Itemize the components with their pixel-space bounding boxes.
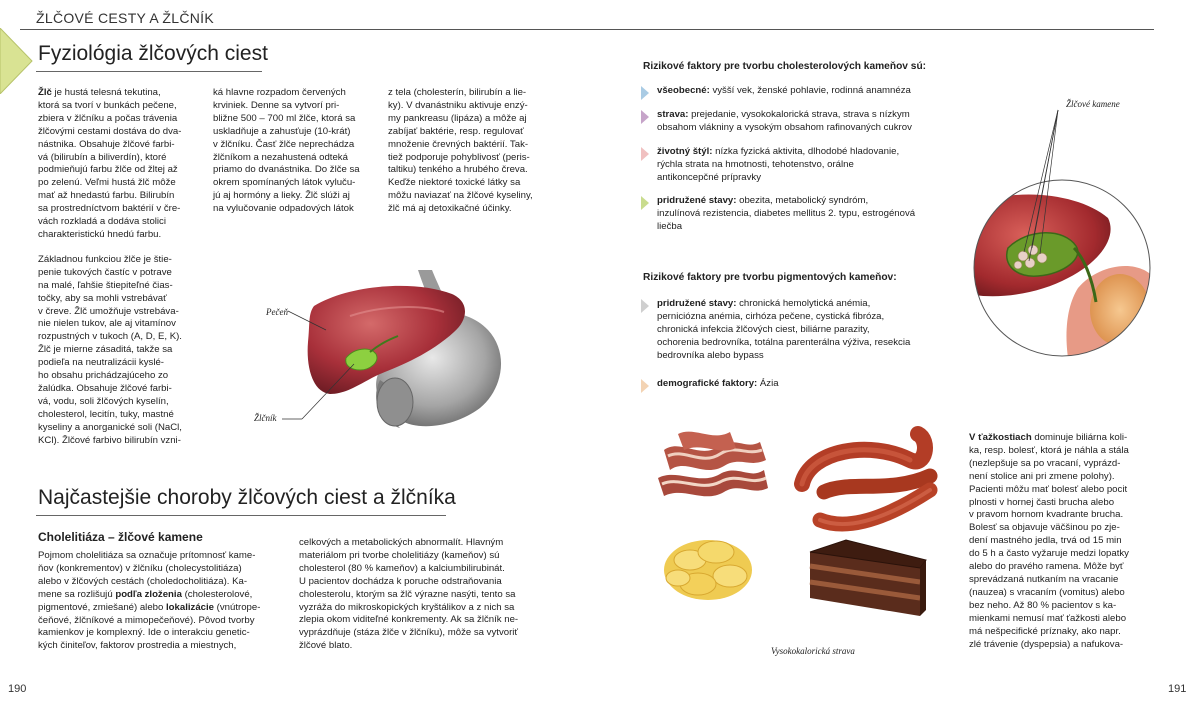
physiology-col1-line: nie nielen tukov, ale aj vitamínov xyxy=(38,318,176,330)
diseases-col1-line: kých činiteľov, faktorov prostredia a miestnych, xyxy=(38,640,237,652)
physiology-col1-line: sa prostredníctvom baktérií v čre- xyxy=(38,203,181,215)
physiology-col1-line: po zelenú. Veľmi hustá žlč môže xyxy=(38,177,176,189)
physiology-col1-line: penie tukových častíc v potrave xyxy=(38,266,172,278)
risk-chol-item xyxy=(641,109,971,135)
symptoms-line: Bolesť sa objavuje väčšinou po zje- xyxy=(969,522,1120,534)
physiology-col1-line: zbiera v žlčníku a počas trávenia xyxy=(38,112,178,124)
physiology-col1-line: vá, vodu, soli žlčových kyselín, xyxy=(38,395,169,407)
symptoms-line: dení mastného jedla, trvá od 15 min xyxy=(969,535,1122,547)
risk-chol-item-line: inzulínová rezistencia, diabetes mellitus 2. typu, estrogénová xyxy=(657,208,916,220)
physiology-col1-line: žlčovými cestami dostáva do dva- xyxy=(38,125,182,137)
bacon-icon xyxy=(658,432,768,497)
physiology-col1-line: Žlč je hustá telesná tekutina, xyxy=(38,87,161,98)
chapter-marker-icon xyxy=(0,28,34,94)
gallstones-illustration xyxy=(968,88,1160,360)
symptoms-line: V ťažkostiach dominuje biliárna koli- xyxy=(969,432,1128,443)
physiology-col3-line: Keďže niektoré toxické látky sa xyxy=(388,177,521,189)
diseases-col1-line: alebo v žlčových cestách (choledocholitiáza). Ka- xyxy=(38,575,248,587)
risk-pig-item xyxy=(641,298,971,363)
symptoms-line: Pacienti môžu mať bolesť alebo pocit xyxy=(969,483,1128,495)
symptoms-line: mienkami nemusí mať ťažkosti alebo xyxy=(969,612,1127,624)
triangle-bullet-icon xyxy=(641,147,649,161)
physiology-col2 xyxy=(213,87,383,216)
diseases-title-rule xyxy=(36,515,446,516)
risk-chol-item-line: pridružené stavy: obezita, metabolický syndróm, xyxy=(657,195,869,207)
symptoms-line: do 5 h a často vyžaruje medzi lopatky xyxy=(969,548,1129,560)
symptoms-line: plnosti v hornej časti brucha alebo xyxy=(969,496,1115,508)
symptoms-line: alebo do pravého ramena. Môže byť xyxy=(969,561,1124,573)
physiology-col1-line: Základnou funkciou žlče je štie- xyxy=(38,253,172,265)
physiology-col1-line: charakteristickú hnedú farbu. xyxy=(38,228,162,240)
physiology-col1-line: na malé, ľahšie štiepiteľné čias- xyxy=(38,279,173,291)
physiology-col3-line: z tela (cholesterín, bilirubín a lie- xyxy=(388,87,527,98)
physiology-col1-para1 xyxy=(38,87,208,242)
physiology-col1-line: ho obsahu prichádzajúceho zo xyxy=(38,370,169,382)
physiology-title-rule xyxy=(36,71,262,72)
diseases-col2-line: cholesterol (80 % kameňov) a kalciumbilirubinát. xyxy=(299,562,505,574)
diseases-col1 xyxy=(38,550,293,653)
header-rule xyxy=(20,29,1154,30)
diseases-col1-line: kamienkov je komplexný. Ide o interakciu genetic- xyxy=(38,627,250,639)
risk-pig-item-line: bedrovníka alebo bypass xyxy=(657,349,764,361)
diseases-col1-line: ňov (konkrementov) v žlčníku (cholecystolitiáza) xyxy=(38,562,242,574)
risk-chol-item xyxy=(641,195,971,234)
symptoms-line: sprevádzaná nutkaním na vracanie xyxy=(969,573,1119,585)
physiology-col2-line: uskladňuje a zahusťuje (10-krát) xyxy=(213,125,351,137)
triangle-bullet-icon xyxy=(641,379,649,393)
physiology-title: Fyziológia žlčových ciest xyxy=(38,42,268,65)
triangle-bullet-icon xyxy=(641,86,649,100)
risk-chol-title: Rizikové faktory pre tvorbu cholesterolových kameňov sú: xyxy=(643,61,927,72)
physiology-col1 xyxy=(38,87,208,447)
symptoms-line: v pravom hornom kvadrante brucha. xyxy=(969,509,1124,521)
physiology-col1-line: ktorá sa tvorí v bunkách pečene, xyxy=(38,99,177,111)
risk-chol-item-line: životný štýl: nízka fyzická aktivita, dlhodobé hladovanie, xyxy=(657,145,900,157)
physiology-col1-line: Žlč je mierne zásaditá, takže sa xyxy=(38,344,173,356)
risk-pig-item-line: ochorenia bedrovníka, totálna parenterálna výživa, resekcia xyxy=(657,336,911,348)
risk-pig-item xyxy=(641,378,971,391)
diseases-col2-line: vyprázdňuje (stáza žlče v žlčníku), môže sa vytvoriť xyxy=(299,627,518,639)
physiology-col3-line: my pankreasu (lipáza) a môže aj xyxy=(388,112,527,124)
symptoms-line: (nezlepšuje sa po vracaní, vyprázd- xyxy=(969,457,1121,469)
physiology-col2-line: okrem spomínaných látok vyluču- xyxy=(213,177,356,189)
physiology-col3-line: taltiku) tenkého a hrubého čreva. xyxy=(388,164,528,176)
diseases-col2-line: žlčové blato. xyxy=(299,640,353,652)
symptoms-text xyxy=(969,432,1149,651)
physiology-col2-line: krviniek. Denne sa vytvorí pri- xyxy=(213,99,340,111)
physiology-col1-para2 xyxy=(38,254,208,448)
physiology-col1-line: vá (bilirubín a biliverdín), ktoré xyxy=(38,151,167,163)
risk-pig-item-line: chronická infekcia žlčových ciest, biliárne parazity, xyxy=(657,323,870,335)
risk-chol-item-line: liečba xyxy=(657,221,683,233)
physiology-col2-line: priamo do dvanástnika. Do žlče sa xyxy=(213,164,360,176)
risk-pig-item-line: pridružené stavy: chronická hemolytická anémia, xyxy=(657,298,871,309)
physiology-col1-line: podmieňujú farbu žlče od žltej až xyxy=(38,164,178,176)
risk-chol-item-line: antikoncepčné prípravky xyxy=(657,171,761,183)
food-caption: Vysokokalorická strava xyxy=(771,646,855,656)
physiology-col3-line: môžu naviazať na žlčové kyseliny, xyxy=(388,190,533,202)
physiology-col1-line: rozpustných v tukoch (A, D, E, K). xyxy=(38,331,182,343)
diseases-col2-line: celkových a metabolických abnormalít. Hlavným xyxy=(299,537,504,548)
symptoms-line: má nešpecifické príznaky, ako napr. xyxy=(969,625,1121,637)
physiology-col1-line: KCl). Žlčové farbivo bilirubín vzni- xyxy=(38,434,181,446)
diseases-col1-line: čeňové, žlčníkové a mimopečeňové). Pôvod tvorby xyxy=(38,614,255,626)
stones-label: Žlčové kamene xyxy=(1066,99,1120,109)
risk-chol-item xyxy=(641,146,971,185)
diseases-col2-line: zlepia okom viditeľné konkrementy. Ak sa žlčník ne- xyxy=(299,614,519,626)
physiology-col3-line: zabíjať baktérie, resp. regulovať xyxy=(388,125,524,137)
physiology-col1-line: nástnika. Obsahuje žlčové farbi- xyxy=(38,138,175,150)
physiology-col1-line: kyseliny a anorganické soli (NaCl, xyxy=(38,421,182,433)
diseases-col2-line: vyzráža do mikroskopických kryštálikov a z nich sa xyxy=(299,601,515,613)
risk-pig-item-line: demografické faktory: Ázia xyxy=(657,377,779,389)
chips-icon xyxy=(664,540,752,600)
risk-chol-item-line: všeobecné: vyšší vek, ženské pohlavie, rodinná anamnéza xyxy=(657,85,911,96)
diseases-col2 xyxy=(299,537,564,653)
risk-pig-title: Rizikové faktory pre tvorbu pigmentových kameňov: xyxy=(643,272,897,283)
physiology-col1-line: vách rozkladá a dodáva stolici xyxy=(38,216,166,228)
section-header: ŽLČOVÉ CESTY A ŽLČNÍK xyxy=(36,10,214,26)
symptoms-line: (nauzea) s vracaním (vomitus) alebo xyxy=(969,586,1125,598)
physiology-col3-line: žlč má aj detoxikačné účinky. xyxy=(388,203,512,215)
physiology-col2-line: na vylučovanie odpadových látok xyxy=(213,203,354,215)
page-number-left: 190 xyxy=(8,683,27,695)
risk-chol-item-line: strava: prejedanie, vysokokalorická strava, strava s nízkym xyxy=(657,108,910,120)
cholelithiasis-subtitle: Cholelitiáza – žlčové kamene xyxy=(38,530,203,544)
symptoms-line: bez neho. Až 80 % pacientov s ka- xyxy=(969,599,1117,611)
symptoms-line: zlé trávenie (dyspepsia) a nafukova- xyxy=(969,638,1124,650)
physiology-col2-line: bližne 500 – 700 ml žlče, ktorá sa xyxy=(213,112,356,124)
risk-chol-item xyxy=(641,85,971,98)
physiology-col3 xyxy=(388,87,558,216)
diseases-col1-line: mene sa rozlišujú podľa zloženia (cholesterolové, xyxy=(38,588,253,600)
physiology-col3-line: množenie črevných baktérií. Tak- xyxy=(388,138,529,150)
food-illustration xyxy=(650,420,950,640)
physiology-col1-line: cholesterol, lecitín, tuky, mastné xyxy=(38,408,174,420)
diseases-col2-line: materiálom pri tvorbe cholelitiázy (kameňov) sú xyxy=(299,549,500,561)
physiology-col2-line: ká hlavne rozpadom červených xyxy=(213,87,346,98)
physiology-col1-line: žalúdka. Obsahuje žlčové farbi- xyxy=(38,382,172,394)
risk-chol-item-line: obsahom vlákniny a vysokým obsahom rafinovaných cukrov xyxy=(657,121,912,133)
physiology-col2-line: žlčníkom a nezahustená odteká xyxy=(213,151,348,163)
physiology-col3-line: ky). V dvanástniku aktivuje enzý- xyxy=(388,99,528,111)
diseases-col2-line: cholesterolu, ktorým sa žlč výrazne nasýti, tento sa xyxy=(299,588,516,600)
physiology-col2-line: jú aj hormóny a lieky. Žlč slúži aj xyxy=(213,190,350,202)
triangle-bullet-icon xyxy=(641,110,649,124)
sausage-icon xyxy=(802,434,930,524)
physiology-col1-line: v čreve. Žlč umožňuje vstrebáva- xyxy=(38,305,179,317)
diseases-col2-line: U pacientov dochádza k poruche odstraňovania xyxy=(299,575,502,587)
diseases-col1-line: Pojmom cholelitiáza sa označuje prítomnosť kame- xyxy=(38,550,256,561)
gallbladder-label: Žlčník xyxy=(254,413,277,423)
cake-icon xyxy=(810,540,926,616)
risk-pig-item-line: perniciózna anémia, cirhóza pečene, cystická fibróza, xyxy=(657,310,885,322)
liver-label: Pečeň xyxy=(266,307,288,317)
symptoms-line: ka, resp. bolesť, ktorá je náhla a stála xyxy=(969,444,1129,456)
physiology-col1-line: točky, aby sa mohli vstrebávať xyxy=(38,292,167,304)
diseases-title: Najčastejšie choroby žlčových ciest a žlčníka xyxy=(38,486,456,509)
triangle-bullet-icon xyxy=(641,299,649,313)
physiology-col1-line: mať až hnedastú farbu. Bilirubín xyxy=(38,190,175,202)
symptoms-line: není stolice ani pri zmene polohy). xyxy=(969,470,1115,482)
page-number-right: 191 xyxy=(1168,683,1187,695)
diseases-col1-line: pigmentové, zmiešané) alebo lokalizácie (vnútrope- xyxy=(38,601,261,613)
physiology-col2-line: v žlčníku. Časť žlče neprechádza xyxy=(213,138,355,150)
physiology-col3-line: tiež podporuje pohyblivosť (peris- xyxy=(388,151,530,163)
physiology-col1-line: podieľa na neutralizácii kyslé- xyxy=(38,357,164,369)
risk-chol-item-line: rýchla strata na hmotnosti, tehotenstvo, orálne xyxy=(657,158,854,170)
triangle-bullet-icon xyxy=(641,196,649,210)
